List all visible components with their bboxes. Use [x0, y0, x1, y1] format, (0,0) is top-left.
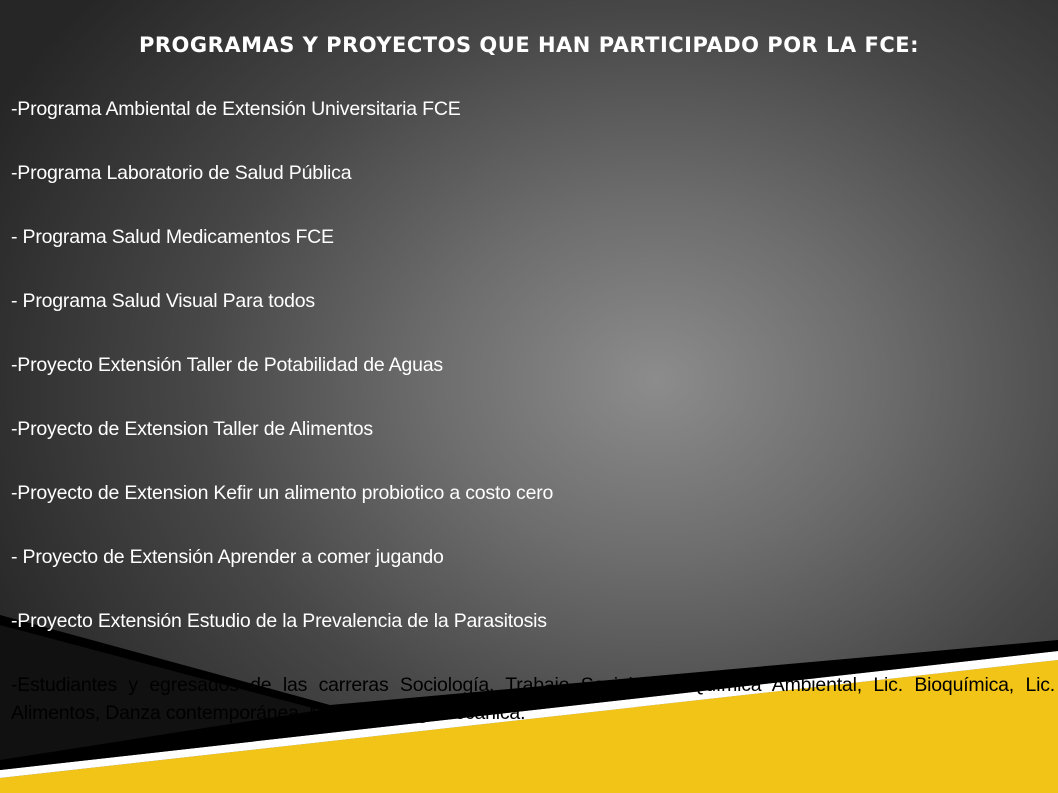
program-list [11, 95, 1056, 724]
list-item: - Programa Salud Visual Para todos [11, 290, 315, 312]
list-item: -Proyecto de Extension Taller de Alimentos [11, 418, 373, 440]
list-item: -Proyecto Extensión Taller de Potabilidad de Aguas [11, 354, 443, 376]
list-item: -Proyecto de Extension Kefir un alimento probiotico a costo cero [11, 482, 554, 504]
list-item: -Programa Laboratorio de Salud Pública [11, 162, 352, 184]
list-item: - Programa Salud Medicamentos FCE [11, 226, 334, 248]
list-item: -Proyecto Extensión Estudio de la Prevalencia de la Parasitosis [11, 610, 547, 632]
list-item: -Programa Ambiental de Extensión Universitaria FCE [11, 98, 461, 120]
slide-title: PROGRAMAS Y PROYECTOS QUE HAN PARTICIPADO POR LA FCE: [139, 33, 919, 57]
list-item: - Proyecto de Extensión Aprender a comer jugando [11, 546, 444, 568]
list-item-participants: -Estudiantes y egresados de las carreras Sociología, Trabajo Social, Lic. Química Ambiental, Lic. Bioquímica, Lic. Alimentos, Danza contemporánea, Medicina,, Ing. Mecanica. [11, 674, 1055, 724]
